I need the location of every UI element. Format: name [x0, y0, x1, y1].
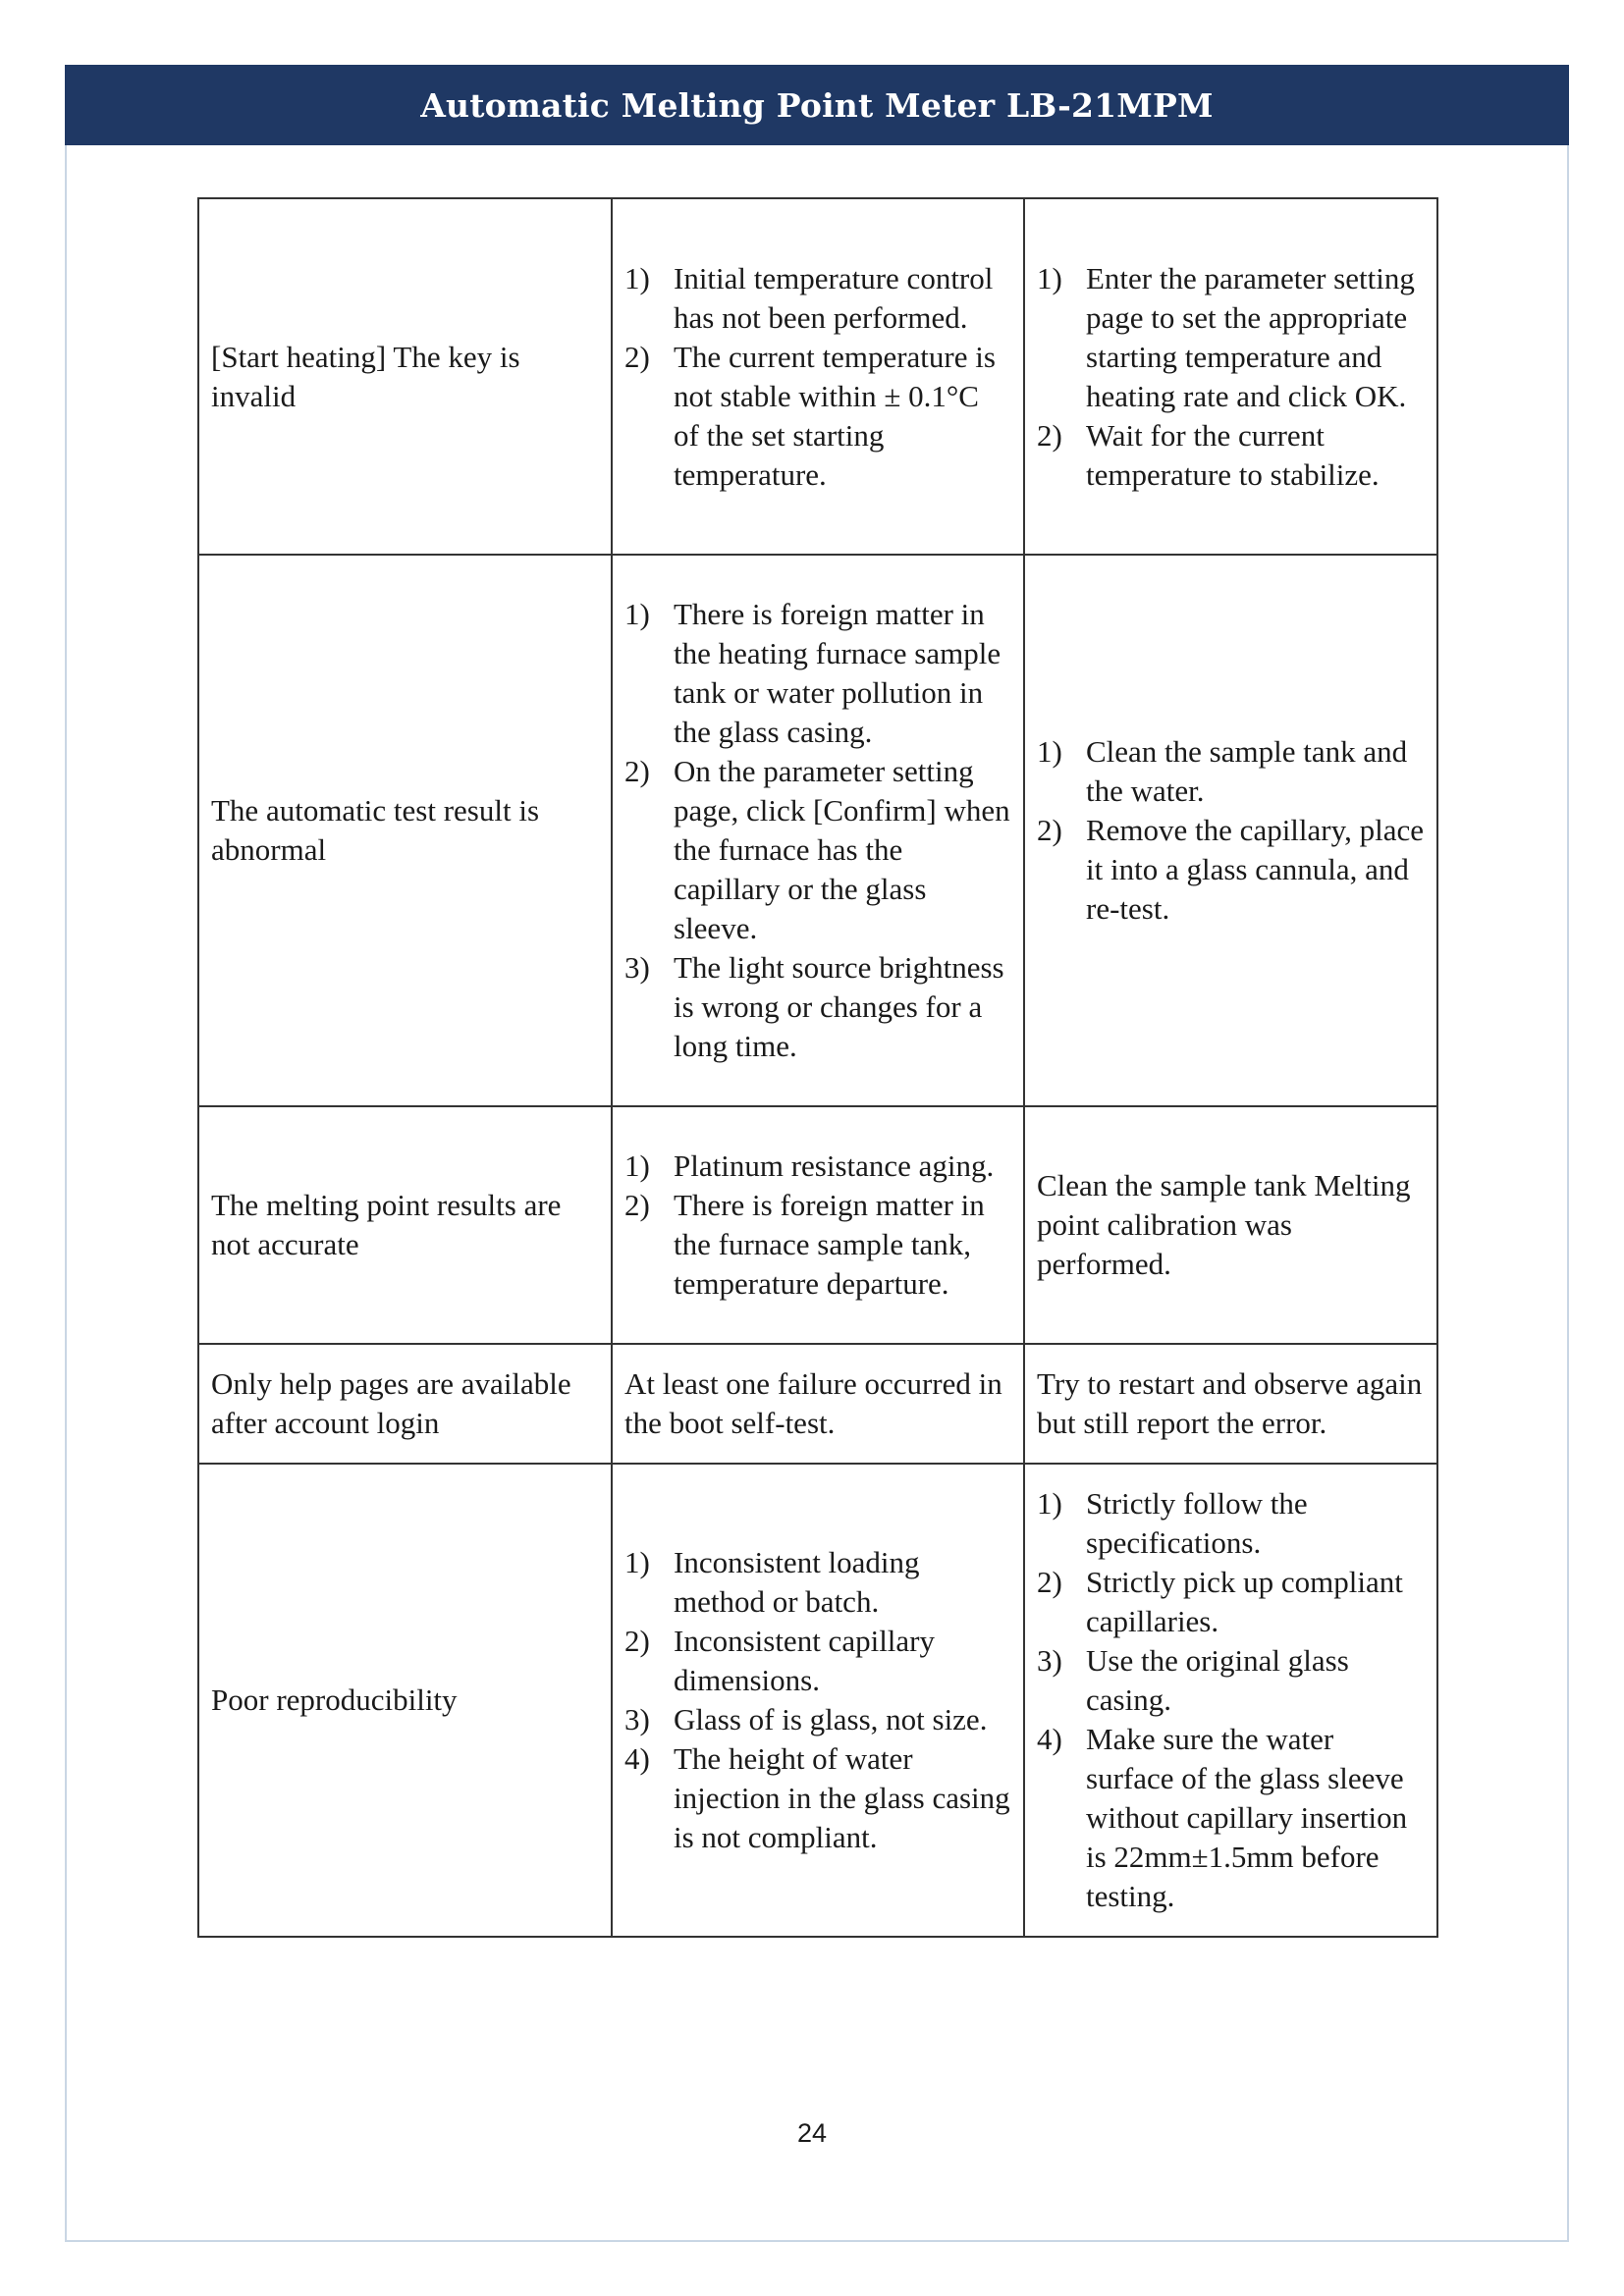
problem-cell — [198, 555, 612, 1106]
problem-cell — [198, 1344, 612, 1464]
solution-cell — [1024, 1106, 1437, 1344]
list-item: 1) Strictly follow the specifications. — [1037, 1486, 1308, 1560]
list-item: 2) On the parameter setting page, click [Confirm] when the furnace has the capillary or the glass sleeve. — [624, 754, 1010, 945]
problem-text: Only help pages are available after account login — [211, 1366, 571, 1440]
cause-list — [624, 1147, 1011, 1304]
problem-cell — [198, 1106, 612, 1344]
list-item: 4) Make sure the water surface of the glass sleeve without capillary insertion is 22mm±1.5mm before testing. — [1037, 1722, 1408, 1913]
solution-cell — [1024, 555, 1437, 1106]
list-item: 1) Platinum resistance aging. — [624, 1148, 995, 1183]
list-item: 1) Enter the parameter setting page to set the appropriate starting temperature and heating rate and click OK. — [1037, 260, 1415, 413]
cause-cell — [612, 1344, 1024, 1464]
list-item: 3) The light source brightness is wrong or changes for a long time. — [624, 950, 1004, 1063]
cause-cell — [612, 1106, 1024, 1344]
list-item: 2) The current temperature is not stable within ± 0.1°C of the set starting temperature. — [624, 339, 996, 492]
solution-text: Clean the sample tank Melting point calibration was performed. — [1037, 1168, 1411, 1281]
list-item: 2) Inconsistent capillary dimensions. — [624, 1624, 935, 1697]
problem-text: The melting point results are not accurate — [211, 1188, 562, 1261]
cause-cell — [612, 555, 1024, 1106]
list-item: 1) Inconsistent loading method or batch. — [624, 1545, 920, 1619]
problem-cell — [198, 198, 612, 555]
list-item: 1) Initial temperature control has not been performed. — [624, 260, 994, 335]
solution-list — [1037, 1484, 1425, 1916]
solution-text: Try to restart and observe again but still report the error. — [1037, 1366, 1423, 1440]
table-row — [198, 1344, 1437, 1464]
list-item: 1) Clean the sample tank and the water. — [1037, 734, 1408, 808]
cause-text: At least one failure occurred in the boot self-test. — [624, 1366, 1002, 1440]
list-item: 3) Glass of is glass, not size. — [624, 1702, 988, 1736]
list-item: 2) Wait for the current temperature to stabilize. — [1037, 417, 1380, 492]
table-row — [198, 555, 1437, 1106]
cause-cell — [612, 198, 1024, 555]
problem-text: [Start heating] The key is invalid — [211, 339, 520, 413]
list-item: 2) Strictly pick up compliant capillaries. — [1037, 1565, 1403, 1638]
solution-cell — [1024, 198, 1437, 555]
cause-cell — [612, 1464, 1024, 1937]
document-title: Automatic Melting Point Meter LB-21MPM — [420, 85, 1214, 125]
cause-list — [624, 595, 1011, 1066]
problem-cell — [198, 1464, 612, 1937]
header-bar — [65, 65, 1569, 145]
solution-list — [1037, 732, 1425, 929]
problem-text: Poor reproducibility — [211, 1682, 458, 1717]
cause-list — [624, 259, 1011, 495]
problem-text: The automatic test result is abnormal — [211, 793, 540, 867]
table-row — [198, 1106, 1437, 1344]
solution-cell — [1024, 1344, 1437, 1464]
solution-cell — [1024, 1464, 1437, 1937]
list-item: 2) Remove the capillary, place it into a glass cannula, and re-test. — [1037, 813, 1424, 926]
page-number: 24 — [796, 2118, 828, 2148]
table-row — [198, 1464, 1437, 1937]
list-item: 4) The height of water injection in the glass casing is not compliant. — [624, 1741, 1010, 1854]
troubleshooting-table — [197, 197, 1438, 1938]
solution-list — [1037, 259, 1425, 495]
list-item: 3) Use the original glass casing. — [1037, 1643, 1349, 1717]
table-row — [198, 198, 1437, 555]
list-item: 1) There is foreign matter in the heating furnace sample tank or water pollution in the glass casing. — [624, 597, 1001, 749]
cause-list — [624, 1543, 1011, 1857]
list-item: 2) There is foreign matter in the furnace sample tank, temperature departure. — [624, 1188, 985, 1301]
